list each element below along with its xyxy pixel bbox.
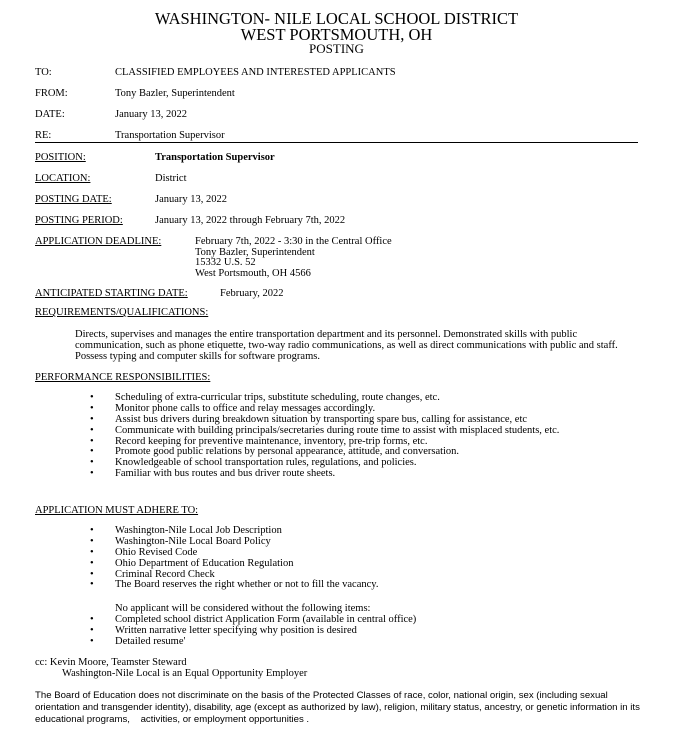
non-discrimination-notice: The Board of Education does not discriminate on the basis of the Protected Classes of race, color, national origin, sex (including sexual orientation and transgender identity), disability, age (except as authorized by law), religion, military status, ancestry, or genetic information in its educational programs, activities, or employment opportunities .	[35, 690, 643, 725]
list-item: • Scheduling of extra-curricular trips, substitute scheduling, route changes, etc.	[90, 393, 559, 404]
list-item: • The Board reserves the right whether or not to fill the vacancy.	[90, 580, 378, 591]
cc-line: cc: Kevin Moore, Teamster Steward	[35, 657, 187, 668]
to-label: TO:	[35, 67, 52, 78]
list-item: • Monitor phone calls to office and relay messages accordingly.	[90, 404, 559, 415]
list-item: • Knowledgeable of school transportation rules, regulations, and policies.	[90, 458, 559, 469]
list-item: • Completed school district Application Form (available in central office)	[90, 615, 416, 626]
deadline-label: APPLICATION DEADLINE:	[35, 236, 162, 247]
list-item: • Ohio Revised Code	[90, 548, 378, 559]
location-label: LOCATION:	[35, 173, 91, 184]
to-value: CLASSIFIED EMPLOYEES AND INTERESTED APPLICANTS	[115, 67, 396, 78]
list-item: • Detailed resume'	[90, 637, 416, 648]
start-date-label: ANTICIPATED STARTING DATE:	[35, 288, 188, 299]
deadline-block	[195, 237, 392, 279]
document-type: POSTING	[309, 41, 364, 56]
district-title: WASHINGTON- NILE LOCAL SCHOOL DISTRICT	[154, 9, 519, 28]
list-item: • Communicate with building principals/secretaries during route time to assist with misplaced students, etc.	[90, 426, 559, 437]
re-value: Transportation Supervisor	[115, 130, 225, 141]
list-item: • Familiar with bus routes and bus driver route sheets.	[90, 469, 559, 480]
application-heading: APPLICATION MUST ADHERE TO:	[35, 505, 199, 516]
list-item: • Written narrative letter specifying why position is desired	[90, 626, 416, 637]
eoe-line: Washington-Nile Local is an Equal Opportunity Employer	[62, 668, 308, 679]
deadline-line: West Portsmouth, OH 4566	[195, 267, 311, 279]
application-list	[90, 526, 378, 591]
position-label: POSITION:	[35, 152, 86, 163]
posting-date-value: January 13, 2022	[155, 194, 228, 205]
date-label: DATE:	[35, 109, 65, 120]
list-item: • Record keeping for preventive maintenance, inventory, pre-trip forms, etc.	[90, 437, 559, 448]
requirements-text: Directs, supervises and manages the entire transportation department and its personnel. Demonstrated skills with public communication, such as phone etiquette, two-way radio communications, as well as direct communications with public and staff. Possess typing and computer skills for software programs.	[75, 329, 618, 362]
from-label: FROM:	[35, 88, 68, 99]
district-city: WEST PORTSMOUTH, OH	[240, 25, 433, 44]
from-value: Tony Bazler, Superintendent	[115, 88, 235, 99]
list-item: • Criminal Record Check	[90, 570, 378, 581]
deadline-line: February 7th, 2022 - 3:30 in the Central Office	[195, 236, 392, 247]
location-value: District	[155, 173, 187, 184]
list-item: • Ohio Department of Education Regulation	[90, 559, 378, 570]
deadline-line: Tony Bazler, Superintendent	[195, 246, 315, 258]
requirements-heading: REQUIREMENTS/QUALIFICATIONS:	[35, 307, 209, 318]
date-value: January 13, 2022	[115, 109, 188, 120]
performance-list	[90, 393, 559, 480]
posting-period-label: POSTING PERIOD:	[35, 215, 123, 226]
deadline-line: 15332 U.S. 52	[195, 257, 256, 268]
memo-divider	[35, 142, 638, 143]
start-date-value: February, 2022	[220, 288, 284, 299]
required-items-list	[90, 615, 416, 648]
posting-date-label: POSTING DATE:	[35, 194, 112, 205]
required-items-note: No applicant will be considered without the following items:	[115, 603, 371, 614]
re-label: RE:	[35, 130, 52, 141]
list-item: • Washington-Nile Local Board Policy	[90, 537, 378, 548]
list-item: • Promote good public relations by personal appearance, attitude, and conversation.	[90, 447, 559, 458]
performance-heading: PERFORMANCE RESPONSIBILITIES:	[35, 372, 211, 383]
list-item: • Washington-Nile Local Job Description	[90, 526, 378, 537]
list-item: • Assist bus drivers during breakdown situation by transporting spare bus, calling for assistance, etc	[90, 415, 559, 426]
posting-period-value: January 13, 2022 through February 7th, 2022	[155, 215, 346, 226]
position-value: Transportation Supervisor	[155, 152, 275, 163]
